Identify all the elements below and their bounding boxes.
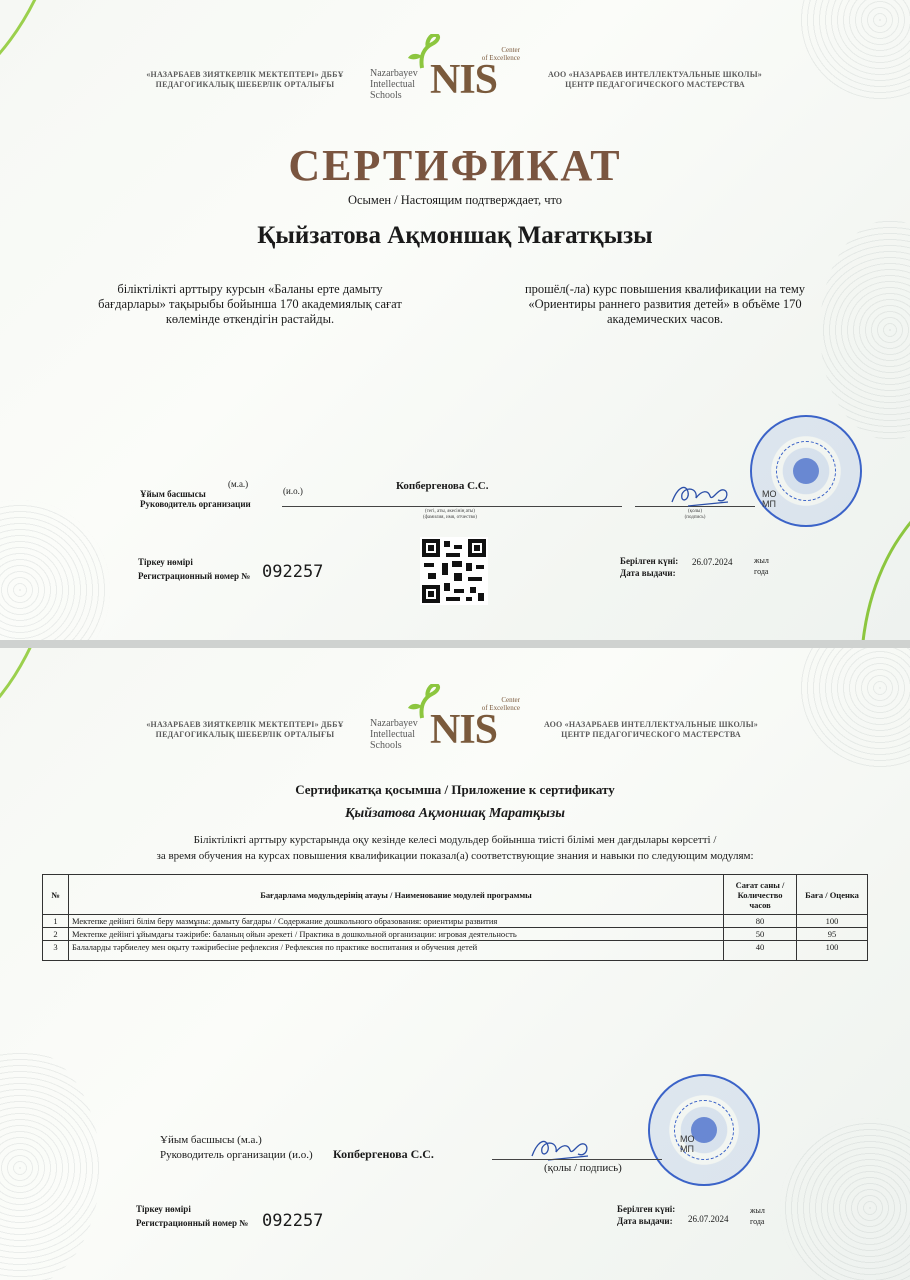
signature-icon xyxy=(668,482,738,510)
appendix-recipient-name: Қыйзатова Ақмоншақ Маратқызы xyxy=(344,806,565,821)
signature-line xyxy=(492,1159,662,1160)
appendix-desc-kz: Біліктілікті арттыру курстарында оқу кезінде келесі модульдер бойынша тиісті білімі мен дағдылары көрсетті / xyxy=(193,834,717,846)
table-row: 3 Балаларды тәрбиелеу мен оқыту тәжірибесіне рефлексия / Рефлексия по практике воспитания и обучения детей 40 100 xyxy=(43,941,868,961)
name-line xyxy=(282,506,622,507)
ma-label: (м.а.) xyxy=(228,479,249,489)
head-name: Копбергенова С.С. xyxy=(333,1147,434,1161)
decorative-rosette xyxy=(800,0,910,100)
appendix-page xyxy=(0,648,910,1280)
reg-label-kz: Тіркеу нөмірі xyxy=(136,1204,191,1214)
nis-logo: Nazarbayev Intellectual Schools NIS Center of Excellence xyxy=(370,34,540,104)
reg-label-ru: Регистрационный номер № xyxy=(136,1218,249,1228)
recipient-name: Қыйзатова Ақмоншақ Мағатқызы xyxy=(257,222,653,249)
org-header-ru: АОО «НАЗАРБАЕВ ИНТЕЛЛЕКТУАЛЬНЫЕ ШКОЛЫ» ЦЕНТР ПЕДАГОГИЧЕСКОГО МАСТЕРСТВА xyxy=(548,70,762,89)
decorative-arc xyxy=(0,648,60,768)
table-header-row xyxy=(43,875,868,915)
head-label-ru: Руководитель организации xyxy=(140,499,251,509)
head-label-ru: Руководитель организации (и.о.) xyxy=(160,1149,313,1161)
decorative-arc xyxy=(0,0,70,120)
confirm-text: Осымен / Настоящим подтверждает, что xyxy=(347,193,563,207)
course-text-kz: біліктілікті арттыру курсын «Баланы ерте дамыту бағдарлары» тақырыбы бойынша 170 академиялық сағат көлемінде өткендігін растайды. xyxy=(98,282,402,326)
decorative-rosette xyxy=(0,500,110,640)
decorative-rosette xyxy=(820,220,910,440)
issued-date: 26.07.2024 xyxy=(692,557,733,567)
org-header-kz: «НАЗАРБАЕВ ЗИЯТКЕРЛІК МЕКТЕПТЕРІ» ДББҰ ПЕДАГОГИКАЛЫҚ ШЕБЕРЛІК ОРТАЛЫҒЫ xyxy=(146,720,344,739)
nis-logo: Nazarbayev Intellectual Schools NIS Center of Excellence xyxy=(370,684,540,754)
issued-label-ru: Дата выдачи: xyxy=(620,568,676,578)
appendix-desc-ru: за время обучения на курсах повышения квалификации показал(а) соответствующие знания и навыки по следующим модулям: xyxy=(156,850,754,862)
decorative-rosette xyxy=(0,1048,100,1280)
fio-caption: (тегі, аты, әкесінің аты) (фамилия, имя, отчество) xyxy=(423,509,477,520)
org-header-ru: АОО «НАЗАРБАЕВ ИНТЕЛЛЕКТУАЛЬНЫЕ ШКОЛЫ» ЦЕНТР ПЕДАГОГИЧЕСКОГО МАСТЕРСТВА xyxy=(544,720,758,739)
table-row: 2 Мектепке дейінгі ұйымдағы тәжірибе: баланың ойын әрекеті / Практика в дошкольной организации: игровая деятельность 50 95 xyxy=(43,928,868,941)
head-name: Копбергенова С.С. xyxy=(396,480,489,492)
official-stamp: МО МП xyxy=(648,1074,760,1186)
registration-number: 092257 xyxy=(262,1211,324,1231)
registration-number: 092257 xyxy=(262,562,324,582)
year-label-ru: года xyxy=(754,567,769,576)
qr-code-icon xyxy=(420,537,488,605)
reg-label-kz: Тіркеу нөмірі xyxy=(138,557,193,567)
year-label-ru: года xyxy=(750,1217,765,1226)
official-stamp: МО МП xyxy=(750,415,862,527)
year-label-kz: жыл xyxy=(750,1206,765,1215)
col-header-number: № xyxy=(43,875,69,915)
appendix-title: Сертификатқа қосымша / Приложение к сертификату xyxy=(295,782,615,797)
issued-date: 26.07.2024 xyxy=(688,1214,729,1224)
modules-table xyxy=(42,874,868,961)
year-label-kz: жыл xyxy=(754,556,769,565)
issued-label-ru: Дата выдачи: xyxy=(617,1216,673,1226)
issued-label-kz: Берілген күні: xyxy=(617,1204,676,1214)
col-header-module: Бағдарлама модульдерінің атауы / Наименование модулей программы xyxy=(68,875,723,915)
course-text-ru: прошёл(-ла) курс повышения квалификации на тему «Ориентиры раннего развития детей» в объёме 170 академических часов. xyxy=(524,282,806,326)
signature-caption: (қолы) (подпись) xyxy=(684,509,706,520)
reg-label-ru: Регистрационный номер № xyxy=(138,571,251,581)
signature-caption: (қолы / подпись) xyxy=(544,1162,622,1174)
org-header-kz: «НАЗАРБАЕВ ЗИЯТКЕРЛІК МЕКТЕПТЕРІ» ДББҰ ПЕДАГОГИКАЛЫҚ ШЕБЕРЛІК ОРТАЛЫҒЫ xyxy=(146,70,344,89)
certificate-title: СЕРТИФИКАТ xyxy=(288,141,622,190)
col-header-hours: Сағат саны / Количество часов xyxy=(724,875,797,915)
decorative-rosette xyxy=(800,648,910,768)
table-row: 1 Мектепке дейінгі білім беру мазмұны: дамыту бағдары / Содержание дошкольного образования: ориентиры развития 80 100 xyxy=(43,915,868,928)
io-label: (и.о.) xyxy=(283,486,303,496)
head-label-kz: Ұйым басшысы xyxy=(140,489,206,499)
issued-label-kz: Берілген күні: xyxy=(620,556,679,566)
head-label-kz: Ұйым басшысы (м.а.) xyxy=(160,1134,262,1146)
decorative-arc xyxy=(860,470,910,640)
decorative-rosette xyxy=(780,1118,910,1280)
col-header-grade: Баға / Оценка xyxy=(797,875,868,915)
